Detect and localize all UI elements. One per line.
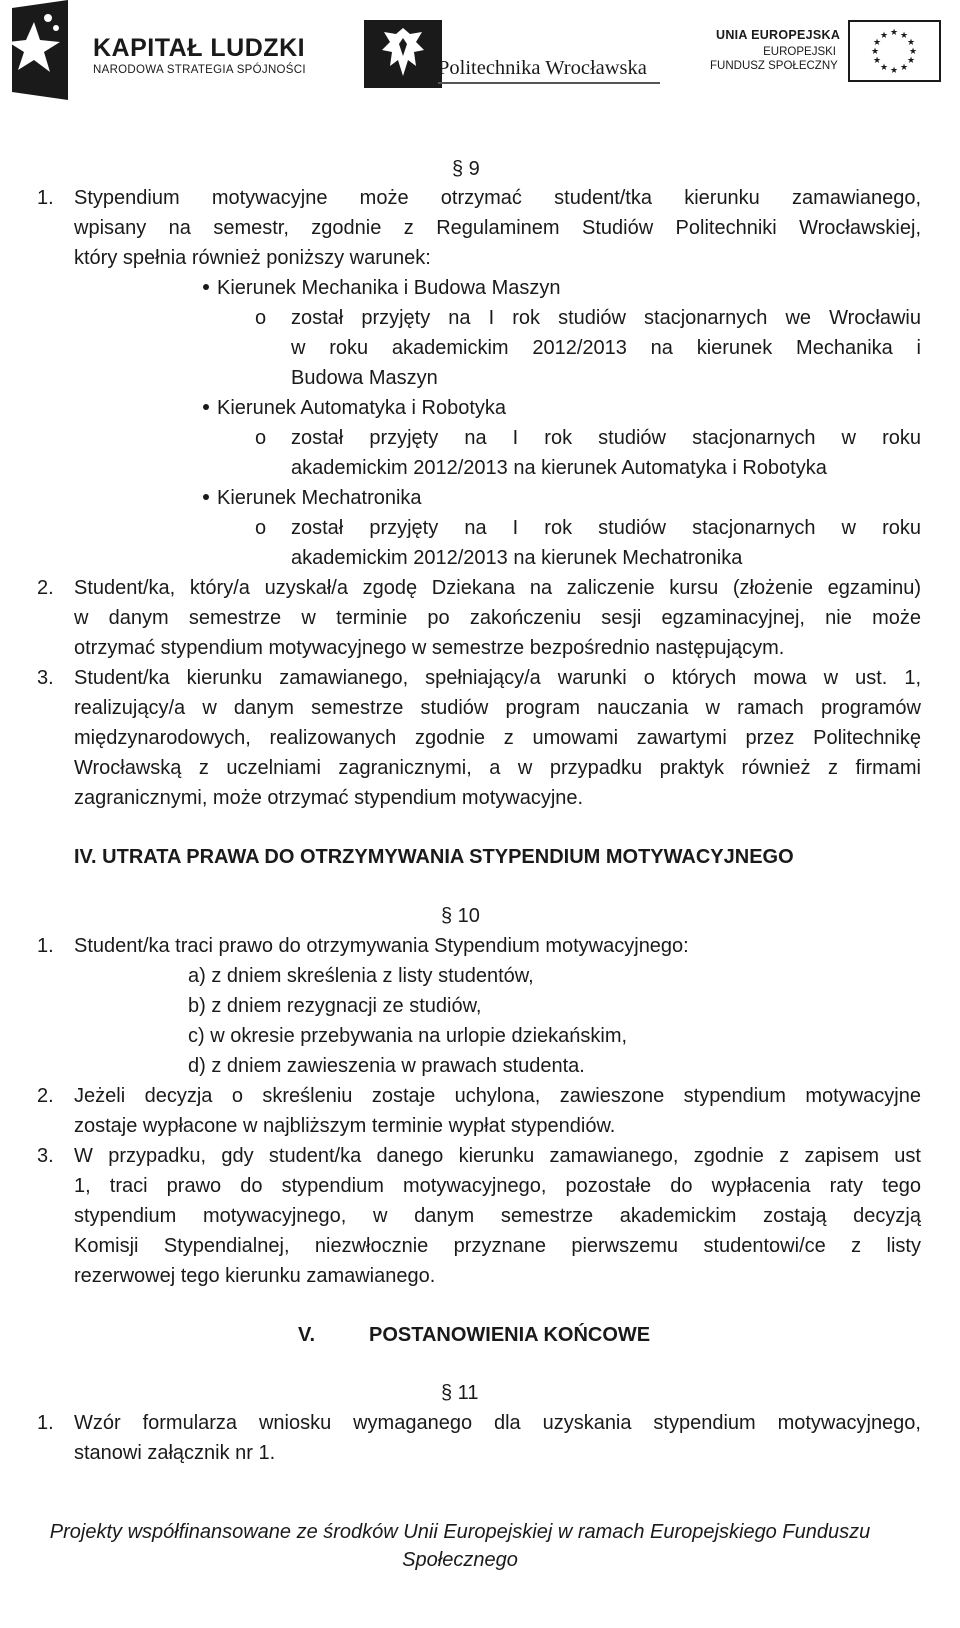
section-heading-v-number: V. — [298, 1324, 316, 1346]
item-number: 3. — [37, 1145, 54, 1167]
eu-flag-icon — [848, 20, 941, 82]
section-heading-iv: IV. UTRATA PRAWA DO OTRZYMYWANIA STYPENDIUM MOTYWACYJNEGO — [74, 846, 794, 868]
politechnika-underline — [438, 82, 660, 84]
item-number: 2. — [37, 1085, 54, 1107]
politechnika-name: Politechnika Wrocławska — [438, 57, 647, 79]
paragraph-line: Student/ka kierunku zamawianego, spełniający/a warunki o których mowa w ust. 1, — [74, 667, 921, 689]
svg-text:★: ★ — [889, 66, 899, 76]
kapital-ludzki-subtitle: NARODOWA STRATEGIA SPÓJNOŚCI — [93, 64, 306, 76]
list-item: b) z dniem rezygnacji ze studiów, — [188, 995, 482, 1017]
paragraph-line: który spełnia również poniższy warunek: — [74, 247, 431, 269]
bullet-label: Kierunek Automatyka i Robotyka — [217, 397, 507, 419]
sub-bullet-marker: o — [255, 517, 267, 539]
svg-text:★: ★ — [870, 47, 880, 57]
eu-title: UNIA EUROPEJSKA — [716, 28, 841, 42]
svg-text:★: ★ — [908, 47, 918, 57]
section-heading-v-title: POSTANOWIENIA KOŃCOWE — [369, 1324, 651, 1346]
bullet-icon — [203, 404, 209, 410]
svg-text:★: ★ — [889, 28, 899, 38]
paragraph-line: Student/ka, który/a uzyskał/a zgodę Dziekana na zaliczenie kursu (złożenie egzaminu) — [74, 577, 921, 599]
paragraph-line: Wzór formularza wniosku wymaganego dla uzyskania stypendium motywacyjnego, — [74, 1412, 921, 1434]
sub-bullet-line: został przyjęty na I rok studiów stacjonarnych we Wrocławiu — [291, 307, 921, 329]
politechnika-eagle-logo-icon — [364, 20, 442, 88]
svg-text:★: ★ — [899, 31, 909, 41]
sub-bullet-line: Budowa Maszyn — [291, 367, 438, 389]
paragraph-line: stanowi załącznik nr 1. — [74, 1442, 276, 1464]
item-number: 1. — [37, 187, 54, 209]
svg-text:★: ★ — [872, 56, 882, 66]
item-number: 2. — [37, 577, 54, 599]
paragraph-line: Student/ka traci prawo do otrzymywania Stypendium motywacyjnego: — [74, 935, 689, 957]
list-item: c) w okresie przebywania na urlopie dziekańskim, — [188, 1025, 628, 1047]
eu-subtitle-1: EUROPEJSKI — [763, 46, 836, 58]
item-number: 1. — [37, 935, 54, 957]
bullet-icon — [203, 284, 209, 290]
paragraph-line: Wrocławską z uczelniami zagranicznymi, a w przypadku praktyk również z firmami — [74, 757, 921, 779]
list-item: d) z dniem zawieszenia w prawach studenta. — [188, 1055, 585, 1077]
section-sign-10: § 10 — [441, 905, 480, 927]
paragraph-line: stypendium motywacyjnego, w danym semestrze akademickim zostają decyzją — [74, 1205, 921, 1227]
paragraph-line: zostaje wypłacone w najbliższym terminie wypłat stypendiów. — [74, 1115, 616, 1137]
sub-bullet-line: został przyjęty na I rok studiów stacjonarnych w roku — [291, 517, 921, 539]
paragraph-line: rezerwowej tego kierunku zamawianego. — [74, 1265, 436, 1287]
svg-text:★: ★ — [899, 63, 909, 73]
bullet-icon — [203, 494, 209, 500]
paragraph-line: zagranicznymi, może otrzymać stypendium motywacyjne. — [74, 787, 584, 809]
bullet-label: Kierunek Mechanika i Budowa Maszyn — [217, 277, 561, 299]
paragraph-line: w danym semestrze w terminie po zakończeniu sesji egzaminacyjnej, nie może — [74, 607, 921, 629]
paragraph-line: Stypendium motywacyjne może otrzymać student/tka kierunku zamawianego, — [74, 187, 921, 209]
paragraph-line: międzynarodowych, realizowanych zgodnie z umowami zawartymi przez Politechnikę — [74, 727, 921, 749]
paragraph-line: 1, traci prawo do stypendium motywacyjnego, pozostałe do wypłacenia raty tego — [74, 1175, 921, 1197]
paragraph-line: Jeżeli decyzja o skreśleniu zostaje uchylona, zawieszone stypendium motywacyjne — [74, 1085, 921, 1107]
paragraph-line: W przypadku, gdy student/ka danego kierunku zamawianego, zgodnie z zapisem ust — [74, 1145, 921, 1167]
sub-bullet-line: w roku akademickim 2012/2013 na kierunek Mechanika i — [291, 337, 921, 359]
svg-text:★: ★ — [879, 31, 889, 41]
sub-bullet-marker: o — [255, 427, 267, 449]
footer-line-2: Społecznego — [402, 1549, 518, 1571]
paragraph-line: realizujący/a w danym semestrze studiów program nauczania w ramach programów — [74, 697, 921, 719]
sub-bullet-line: został przyjęty na I rok studiów stacjonarnych w roku — [291, 427, 921, 449]
section-sign-11: § 11 — [441, 1382, 479, 1404]
sub-bullet-marker: o — [255, 307, 267, 329]
svg-text:★: ★ — [872, 38, 882, 48]
section-sign-9: § 9 — [452, 158, 480, 180]
paragraph-line: otrzymać stypendium motywacyjnego w semestrze bezpośrednio następującym. — [74, 637, 785, 659]
svg-text:★: ★ — [879, 63, 889, 73]
footer-line-1: Projekty współfinansowane ze środków Unii Europejskiej w ramach Europejskiego Funduszu — [49, 1521, 871, 1543]
kapital-ludzki-logo-icon — [4, 0, 68, 100]
svg-text:★: ★ — [906, 38, 916, 48]
list-item: a) z dniem skreślenia z listy studentów, — [188, 965, 534, 987]
item-number: 1. — [37, 1412, 54, 1434]
svg-text:★: ★ — [906, 56, 916, 66]
sub-bullet-line: akademickim 2012/2013 na kierunek Mechatronika — [291, 547, 743, 569]
kapital-ludzki-title: KAPITAŁ LUDZKI — [93, 34, 306, 62]
paragraph-line: wpisany na semestr, zgodnie z Regulaminem Studiów Politechniki Wrocławskiej, — [74, 217, 921, 239]
item-number: 3. — [37, 667, 54, 689]
eu-subtitle-2: FUNDUSZ SPOŁECZNY — [710, 60, 838, 72]
sub-bullet-line: akademickim 2012/2013 na kierunek Automatyka i Robotyka — [291, 457, 827, 479]
bullet-label: Kierunek Mechatronika — [217, 487, 422, 509]
paragraph-line: Komisji Stypendialnej, niezwłocznie przyznane pierwszemu studentowi/ce z listy — [74, 1235, 921, 1257]
